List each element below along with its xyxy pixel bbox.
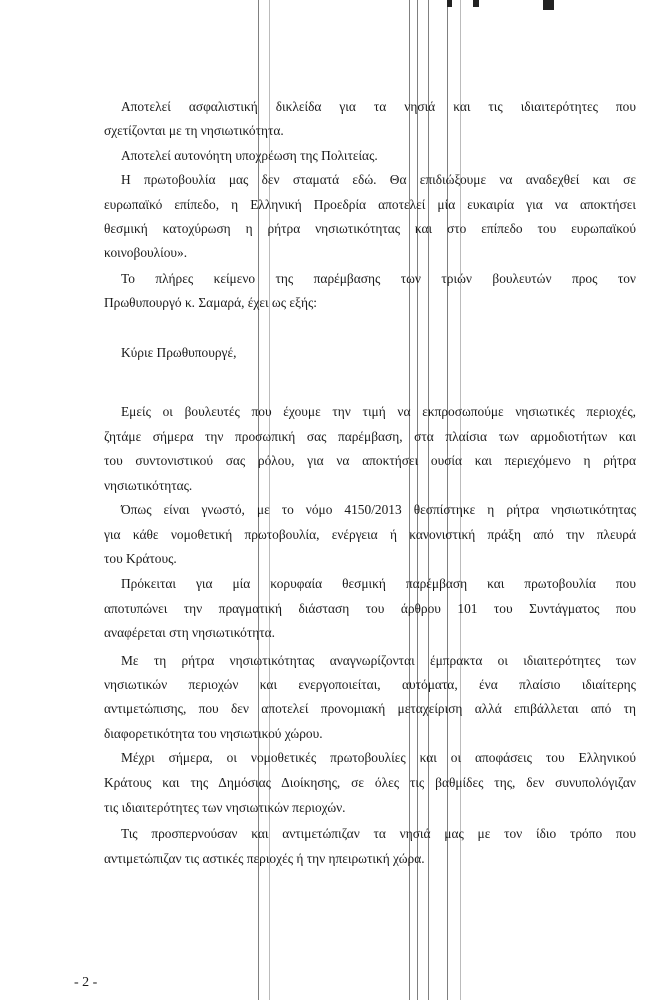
text-line: Πρόκειται για μία κορυφαία θεσμική παρέμβαση και πρωτοβουλία που <box>121 576 636 591</box>
text-line: θεσμική κατοχύρωση η ρήτρα νησιωτικότητας και στο επίπεδο του ευρωπαϊκού <box>104 221 636 236</box>
text-line: αναφέρεται στη νησιωτικότητα. <box>104 625 275 640</box>
text-line: Η πρωτοβουλία μας δεν σταματά εδώ. Θα επιδιώξουμε να αναδεχθεί και σε <box>121 172 636 187</box>
text-line: νησιωτικών περιοχών και ενεργοποιείται, αυτόματα, ένα πλαίσιο ιδιαίτερης <box>104 677 636 692</box>
text-line: αντιμετώπισης, που δεν αποτελεί προνομιακή μεταχείριση αλλά επιβάλλεται από τη <box>104 701 636 716</box>
page-number: - 2 - <box>74 975 98 990</box>
text-line: Με τη ρήτρα νησιωτικότητας αναγνωρίζονται έμπρακτα οι ιδιαιτερότητες των <box>121 653 636 668</box>
text-line: του συντονιστικού σας ρόλου, για να αποκτήσει ουσία και περιεχόμενο η ρήτρα <box>104 453 636 468</box>
text-line: ευρωπαϊκό επίπεδο, η Ελληνική Προεδρία αποτελεί μία ευκαιρία για να αποκτήσει <box>104 197 636 212</box>
scan-mark <box>473 0 479 7</box>
text-line: Πρωθυπουργό κ. Σαμαρά, έχει ως εξής: <box>104 295 318 310</box>
text-line: Το πλήρες κείμενο της παρέμβασης των τριών βουλευτών προς τον <box>121 271 636 286</box>
text-line: του Κράτους. <box>104 551 177 566</box>
text-line: Τις προσπερνούσαν και αντιμετώπιζαν τα νησιά μας με τον ίδιο τρόπο που <box>121 826 636 841</box>
text-line: Αποτελεί αυτονόητη υποχρέωση της Πολιτείας. <box>121 148 378 163</box>
text-line: ζητάμε σήμερα την προσωπική σας παρέμβαση, στα πλαίσια των αρμοδιοτήτων και <box>104 429 636 444</box>
text-line: Όπως είναι γνωστό, με το νόμο 4150/2013 θεσπίστηκε η ρήτρα νησιωτικότητας <box>121 502 636 517</box>
text-line: κοινοβουλίου». <box>104 245 188 260</box>
text-line: τις ιδιαιτερότητες των νησιωτικών περιοχών. <box>104 800 346 815</box>
text-line: Κράτους και της Δημόσιας Διοίκησης, σε όλες τις βαθμίδες της, δεν συνυπολόγιζαν <box>104 775 636 790</box>
text-line: νησιωτικότητας. <box>104 478 193 493</box>
scan-mark <box>447 0 452 7</box>
salutation: Κύριε Πρωθυπουργέ, <box>121 345 237 360</box>
text-line: για κάθε νομοθετική πρωτοβουλία, ενέργεια ή κανονιστική πράξη από την πλευρά <box>104 527 636 542</box>
text-line: αντιμετώπιζαν τις αστικές περιοχές ή την ηπειρωτική χώρα. <box>104 851 425 866</box>
scan-mark <box>543 0 554 10</box>
text-line: αποτυπώνει την πραγματική διάσταση του άρθρου 101 του Συντάγματος που <box>104 601 636 616</box>
text-line: σχετίζονται με τη νησιωτικότητα. <box>104 123 284 138</box>
text-line: Αποτελεί ασφαλιστική δικλείδα για τα νησιά και τις ιδιαιτερότητες που <box>121 99 636 114</box>
text-line: Μέχρι σήμερα, οι νομοθετικές πρωτοβουλίες και οι αποφάσεις του Ελληνικού <box>121 750 636 765</box>
text-line: διαφορετικότητα του νησιωτικού χώρου. <box>104 726 323 741</box>
text-line: Εμείς οι βουλευτές που έχουμε την τιμή να εκπροσωπούμε νησιωτικές περιοχές, <box>121 404 636 419</box>
